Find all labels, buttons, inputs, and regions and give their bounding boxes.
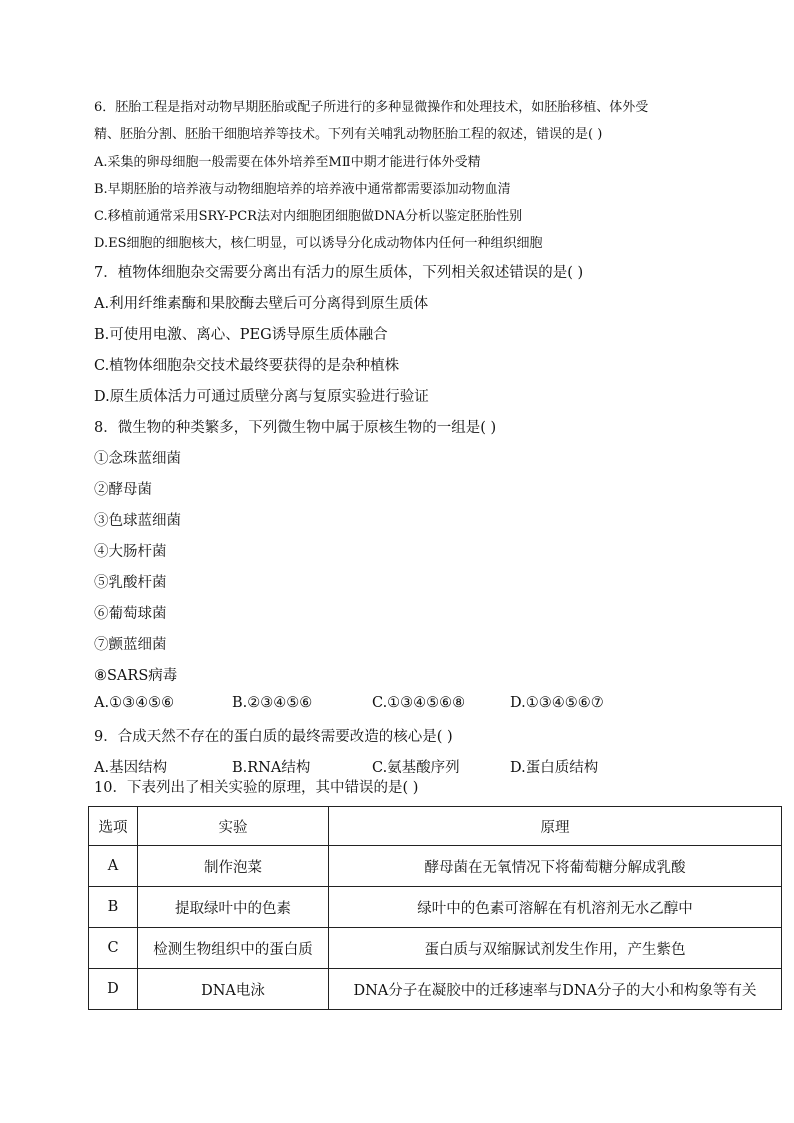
q8-stem: 8．微生物的种类繁多，下列微生物中属于原核生物的一组是( ) [94, 420, 497, 436]
q8-item-5: ⑤乳酸杆菌 [94, 575, 167, 591]
q9-option-c: C.氨基酸序列 [372, 760, 460, 776]
table-cell-principle: 酵母菌在无氧情况下将葡萄糖分解成乳酸 [329, 846, 782, 887]
table-header-experiment: 实验 [138, 807, 329, 846]
q9-stem: 9．合成天然不存在的蛋白质的最终需要改造的核心是( ) [94, 729, 453, 745]
table-cell-option: B [89, 887, 138, 928]
table-cell-experiment: DNA电泳 [138, 969, 329, 1010]
q9-option-b: B.RNA结构 [232, 760, 311, 776]
q8-option-d: D.①③④⑤⑥⑦ [510, 695, 604, 711]
table-cell-experiment: 制作泡菜 [138, 846, 329, 887]
q7-option-b: B.可使用电激、离心、PEG诱导原生质体融合 [94, 327, 388, 343]
table-cell-principle: 绿叶中的色素可溶解在有机溶剂无水乙醇中 [329, 887, 782, 928]
q6-option-b: B.早期胚胎的培养液与动物细胞培养的培养液中通常都需要添加动物血清 [94, 182, 511, 197]
table-header-row [89, 807, 782, 846]
q9-option-d: D.蛋白质结构 [510, 760, 599, 776]
q6-stem-line2: 精、胚胎分割、胚胎干细胞培养等技术。下列有关哺乳动物胚胎工程的叙述，错误的是( ) [94, 127, 603, 142]
q10-stem: 10．下表列出了相关实验的原理，其中错误的是( ) [94, 780, 419, 796]
table-cell-principle: DNA分子在凝胶中的迁移速率与DNA分子的大小和构象等有关 [329, 969, 782, 1010]
q8-option-a: A.①③④⑤⑥ [94, 695, 175, 711]
q8-item-1: ①念珠蓝细菌 [94, 451, 181, 467]
q6-option-d: D.ES细胞的细胞核大，核仁明显，可以诱导分化成动物体内任何一种组织细胞 [94, 236, 543, 251]
experiment-table [88, 806, 782, 1010]
table-header-option: 选项 [89, 807, 138, 846]
table-cell-principle: 蛋白质与双缩脲试剂发生作用，产生紫色 [329, 928, 782, 969]
table-cell-option: A [89, 846, 138, 887]
table-row [89, 846, 782, 887]
table-cell-experiment: 检测生物组织中的蛋白质 [138, 928, 329, 969]
q8-item-3: ③色球蓝细菌 [94, 513, 181, 529]
q6-option-a: A.采集的卵母细胞一般需要在体外培养至MⅡ中期才能进行体外受精 [94, 155, 481, 170]
q8-item-2: ②酵母菌 [94, 482, 152, 498]
q8-item-8: ⑧SARS病毒 [94, 668, 178, 684]
table-cell-option: C [89, 928, 138, 969]
table-row [89, 887, 782, 928]
q6-stem-line1: 6．胚胎工程是指对动物早期胚胎或配子所进行的多种显微操作和处理技术，如胚胎移植、体外受 [94, 100, 649, 115]
q7-stem: 7．植物体细胞杂交需要分离出有活力的原生质体，下列相关叙述错误的是( ) [94, 265, 584, 281]
table-header-principle: 原理 [329, 807, 782, 846]
q7-option-c: C.植物体细胞杂交技术最终要获得的是杂种植株 [94, 358, 400, 374]
q6-option-c: C.移植前通常采用SRY-PCR法对内细胞团细胞做DNA分析以鉴定胚胎性别 [94, 209, 523, 224]
table-row [89, 969, 782, 1010]
q9-option-a: A.基因结构 [94, 760, 168, 776]
q8-item-4: ④大肠杆菌 [94, 544, 167, 560]
q8-item-6: ⑥葡萄球菌 [94, 606, 167, 622]
q7-option-d: D.原生质体活力可通过质壁分离与复原实验进行验证 [94, 389, 429, 405]
q7-option-a: A.利用纤维素酶和果胶酶去壁后可分离得到原生质体 [94, 296, 429, 312]
q8-item-7: ⑦颤蓝细菌 [94, 637, 167, 653]
q8-option-b: B.②③④⑤⑥ [232, 695, 313, 711]
table-cell-option: D [89, 969, 138, 1010]
q8-option-c: C.①③④⑤⑥⑧ [372, 695, 466, 711]
table-row [89, 928, 782, 969]
table-cell-experiment: 提取绿叶中的色素 [138, 887, 329, 928]
